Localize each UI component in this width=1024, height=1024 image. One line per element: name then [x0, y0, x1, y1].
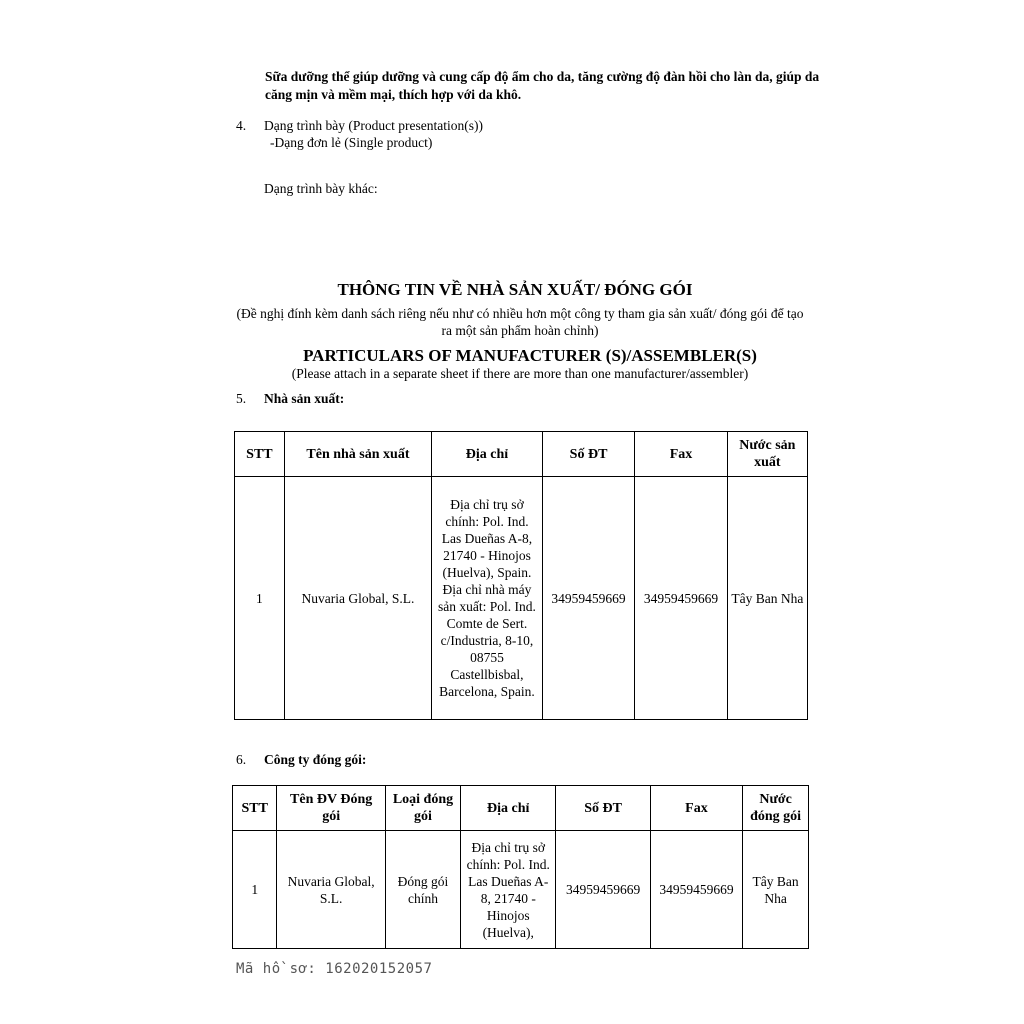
cell-address: Địa chỉ trụ sở chính: Pol. Ind. Las Dueñas A-8, 21740 - Hinojos (Huelva), Spain. Địa chỉ nhà máy sản xuất: Pol. Ind. Comte de Sert. c/Industria, 8-10, 08755 Castellbisbal, Barcelona, Spain. [432, 477, 543, 720]
header-fax: Fax [635, 432, 727, 477]
section-4-heading [236, 118, 483, 134]
cell-fax: 34959459669 [650, 831, 742, 949]
single-product-line: -Dạng đơn lẻ (Single product) [270, 135, 433, 150]
section-4-label: Dạng trình bày (Product presentation(s)) [264, 118, 483, 133]
header-name: Tên ĐV Đóng gói [277, 786, 385, 831]
note-vn: (Đề nghị đính kèm danh sách riêng nếu như có nhiều hơn một công ty tham gia sản xuất/ đóng gói để tạo ra một sản phẩm hoàn chỉnh) [236, 306, 804, 338]
header-fax: Fax [650, 786, 742, 831]
intro-text: Sữa dưỡng thể giúp dưỡng và cung cấp độ ẩm cho da, tăng cường độ đàn hồi cho làn da, giúp da căng mịn và mềm mại, thích hợp với da khô. [265, 69, 820, 102]
cell-country: Tây Ban Nha [743, 831, 809, 949]
header-phone: Số ĐT [556, 786, 650, 831]
heading-vn: THÔNG TIN VỀ NHÀ SẢN XUẤT/ ĐÓNG GÓI [337, 280, 693, 299]
header-country: Nước đóng gói [743, 786, 809, 831]
cell-phone: 34959459669 [542, 477, 634, 720]
manufacturer-table [234, 431, 808, 720]
manufacturer-header-row [235, 432, 808, 477]
header-stt: STT [235, 432, 285, 477]
cell-stt: 1 [233, 831, 277, 949]
file-code: Mã hồ sơ: 162020152057 [236, 961, 433, 977]
note-en: (Please attach in a separate sheet if there are more than one manufacturer/assembler) [291, 366, 749, 381]
header-phone: Số ĐT [542, 432, 634, 477]
section-6-number: 6. [236, 752, 247, 767]
header-country: Nước sản xuất [727, 432, 807, 477]
cell-stt: 1 [235, 477, 285, 720]
section-5-heading [236, 391, 344, 407]
cell-name: Nuvaria Global, S.L. [284, 477, 431, 720]
cell-phone: 34959459669 [556, 831, 650, 949]
other-presentation-line: Dạng trình bày khác: [264, 181, 378, 196]
section-6-label: Công ty đóng gói: [264, 752, 367, 767]
cell-country: Tây Ban Nha [727, 477, 807, 720]
header-name: Tên nhà sản xuất [284, 432, 431, 477]
header-address: Địa chỉ [432, 432, 543, 477]
section-4-number: 4. [236, 118, 247, 133]
header-stt: STT [233, 786, 277, 831]
section-6-heading [236, 752, 366, 768]
cell-fax: 34959459669 [635, 477, 727, 720]
assembler-header-row [233, 786, 809, 831]
cell-address: Địa chỉ trụ sở chính: Pol. Ind. Las Dueñas A-8, 21740 - Hinojos (Huelva), [461, 831, 556, 949]
table-row [235, 477, 808, 720]
section-5-label: Nhà sản xuất: [264, 391, 345, 406]
assembler-table [232, 785, 809, 949]
section-5-number: 5. [236, 391, 247, 406]
header-type: Loại đóng gói [385, 786, 460, 831]
cell-name: Nuvaria Global, S.L. [277, 831, 385, 949]
table-row [233, 831, 809, 949]
cell-type: Đóng gói chính [385, 831, 460, 949]
heading-en: PARTICULARS OF MANUFACTURER (S)/ASSEMBLER(S) [303, 346, 757, 365]
header-address: Địa chỉ [461, 786, 556, 831]
